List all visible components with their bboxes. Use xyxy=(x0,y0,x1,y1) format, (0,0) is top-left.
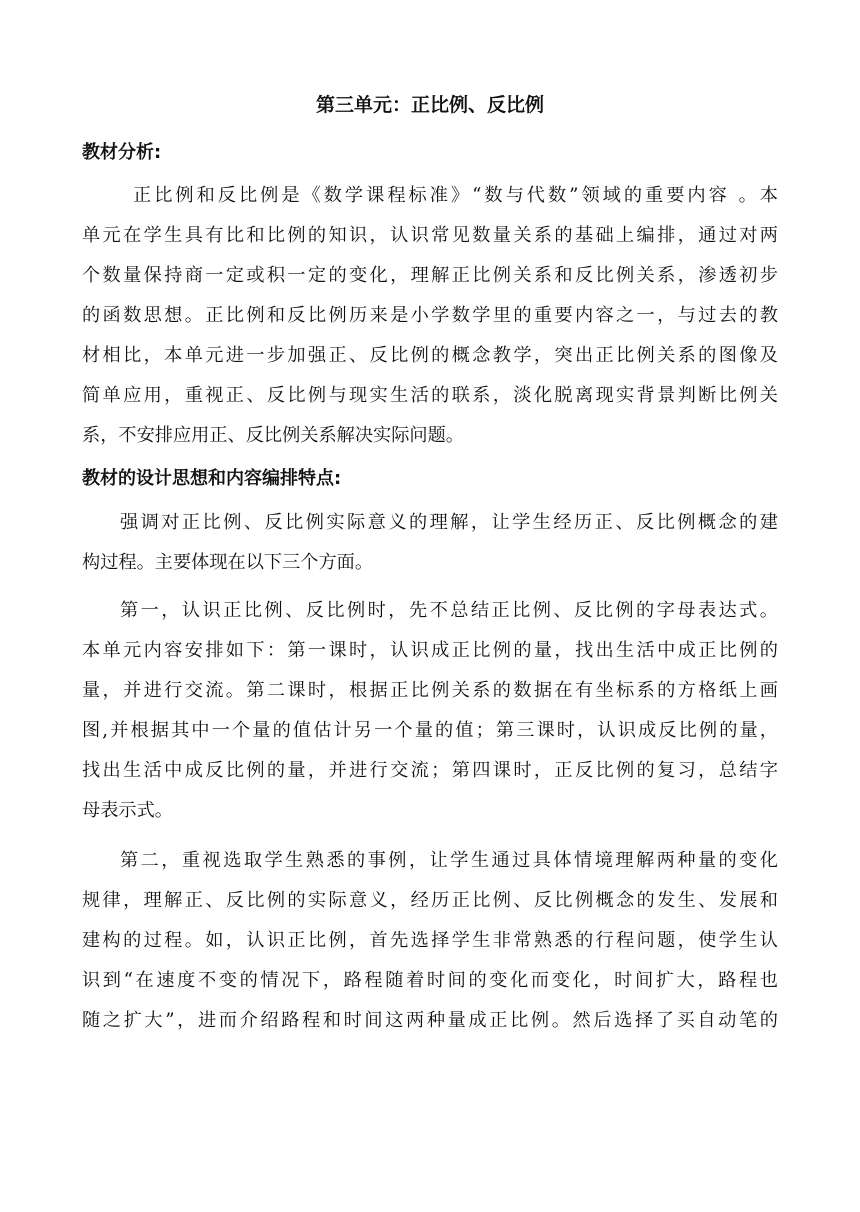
paragraph-line: 规律，理解正、反比例的实际意义，经历正比例、反比例概念的发生、发展和 xyxy=(82,890,778,911)
paragraph-line: 构过程。主要体现在以下三个方面。 xyxy=(82,552,374,573)
section-heading-analysis: 教材分析: xyxy=(82,142,162,163)
paragraph-line: 简单应用，重视正、反比例与现实生活的联系，淡化脱离现实背景判断比例关 xyxy=(82,385,778,406)
paragraph-line: 本单元内容安排如下：第一课时，认识成正比例的量，找出生活中成正比例的 xyxy=(82,640,778,661)
paragraph-line: 的函数思想。正比例和反比例历来是小学数学里的重要内容之一，与过去的教 xyxy=(82,305,778,326)
document-title: 第三单元：正比例、反比例 xyxy=(315,94,544,116)
paragraph-line: 识到“在速度不变的情况下，路程随着时间的变化而变化，时间扩大，路程也 xyxy=(82,970,778,991)
paragraph-line: 系，不安排应用正、反比例关系解决实际问题。 xyxy=(82,425,464,446)
paragraph-line: 强调对正比例、反比例实际意义的理解，让学生经历正、反比例概念的建 xyxy=(120,512,778,533)
paragraph-line: 单元在学生具有比和比例的知识，认识常见数量关系的基础上编排，通过对两 xyxy=(82,225,778,246)
paragraph-line: 个数量保持商一定或积一定的变化，理解正比例关系和反比例关系，渗透初步 xyxy=(82,265,778,286)
paragraph-line: 第二，重视选取学生熟悉的事例，让学生通过具体情境理解两种量的变化 xyxy=(120,850,778,871)
section-heading-design: 教材的设计思想和内容编排特点: xyxy=(82,468,342,489)
paragraph-line: 材相比，本单元进一步加强正、反比例的概念教学，突出正比例关系的图像及 xyxy=(82,345,778,366)
paragraph-line: 第一，认识正比例、反比例时，先不总结正比例、反比例的字母表达式。 xyxy=(120,600,778,621)
paragraph-line: 量，并进行交流。第二课时，根据正比例关系的数据在有坐标系的方格纸上画 xyxy=(82,680,778,701)
paragraph-line: 建构的过程。如，认识正比例，首先选择学生非常熟悉的行程问题，使学生认 xyxy=(82,930,778,951)
paragraph-line: 正比例和反比例是《数学课程标准》“数与代数”领域的重要内容 。本 xyxy=(133,185,778,206)
paragraph-line: 母表示式。 xyxy=(82,800,173,821)
paragraph-line: 找出生活中成反比例的量，并进行交流；第四课时，正反比例的复习，总结字 xyxy=(82,760,778,781)
paragraph-line: 随之扩大”，进而介绍路程和时间这两种量成正比例。然后选择了买自动笔的 xyxy=(82,1010,778,1031)
paragraph-line: 图,并根据其中一个量的值估计另一个量的值；第三课时，认识成反比例的量， xyxy=(82,720,778,741)
